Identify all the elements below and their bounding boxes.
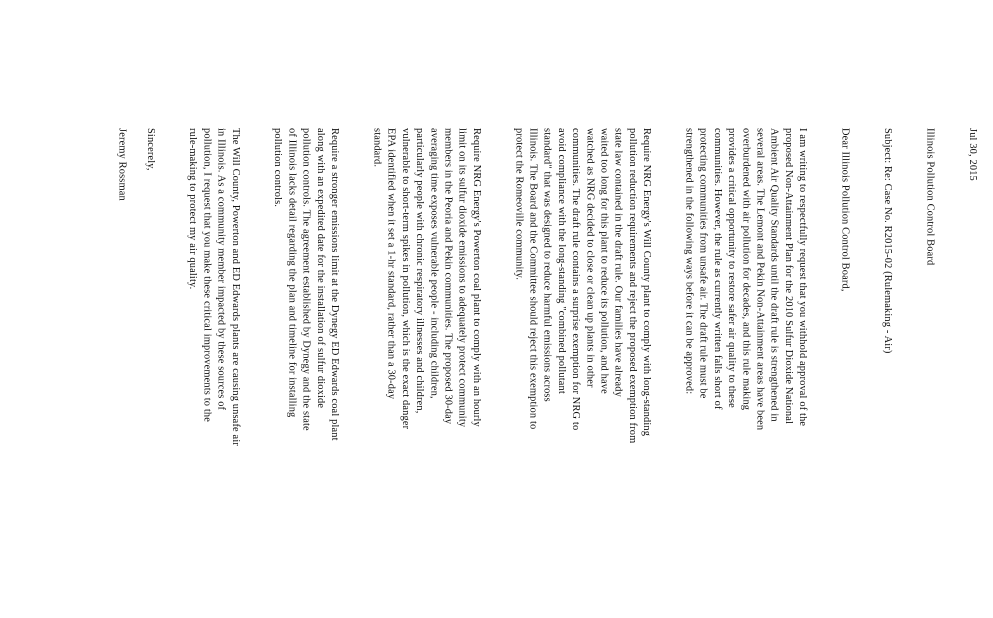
letter-recipient: Illinois Pollution Control Board: [924, 128, 936, 266]
letter-paragraph-1: I am writing to respectfully request that you withhold approval of the proposed Non-Attainment Plan for the 2010 Sulfur Dioxide National Ambient Air Quality Standards until the draft rule is strengthened in several areas. The Lemont and Pekin Non-Attainment areas have been overburdened with air pollution for decades, and this rule making provides a critical opportunity to restore safer air quality to these communities. However, the rule as currently written falls short of protecting communities from unsafe air. The draft rule must be strengthened in the following ways before it can be approved:: [683, 128, 809, 431]
letter-paragraph-3: Require NRG Energy's Powerton coal plant to comply with an hourly limit on its sulfur dioxide emissions to adequately protect community members in the Peoria and Pekin communities. The proposed 30-day averaging time exposes vulnerable people - including children, particularly people with chronic respiratory illnesses and children, vulnerable to short-term spikes in pollution, which is the exact danger EPA identified when it set a 1-hr standard, rather than a 30-day standard.: [371, 128, 482, 430]
letter-paragraph-2: Require NRG Energy's Will County plant to comply with long-standing pollution reduction requirements and reject the proposed exemption from state law contained in the draft rule. Our families have already waited too long for this plant to reduce its pollution, and have watched as NRG decided to close or clean up plants in other communities. The draft rule contains a surprise exemption for NRG to avoid compliance with the long-standing "combined pollutant standard" that was designed to reduce harmful emissions across Illinois. The Board and the Committee should reject this exemption to protect the Romeoville community.: [513, 128, 653, 444]
letter-salutation: Dear Illinois Pollution Control Board,: [839, 128, 851, 292]
letter-subject: Subject: Re: Case No. R2015-02 (Rulemaking - Air): [881, 128, 893, 354]
letter-closing: Sincerely,: [144, 128, 156, 171]
letter-body: [86, 128, 993, 598]
letter-paragraph-4: Require a stronger emissions limit at the Dynegy ED Edwards coal plant along with an expedited date for the installation of sulfur dioxide pollution controls. The agreement established by Dynegy and the state of Illinois lacks detail regarding the plan and timeline for installing pollution controls.: [272, 128, 341, 441]
letter-date: Jul 30, 2015: [966, 128, 978, 181]
letter-paragraph-5: The Will County, Powerton and ED Edwards plants are causing unsafe air in Illinois. As a community member impacted by these sources of pollution, I request that you make these critical improvements to the rule-making to protect my air quality.: [187, 128, 241, 446]
letter-signature: Jeremy Rossman: [116, 128, 128, 201]
